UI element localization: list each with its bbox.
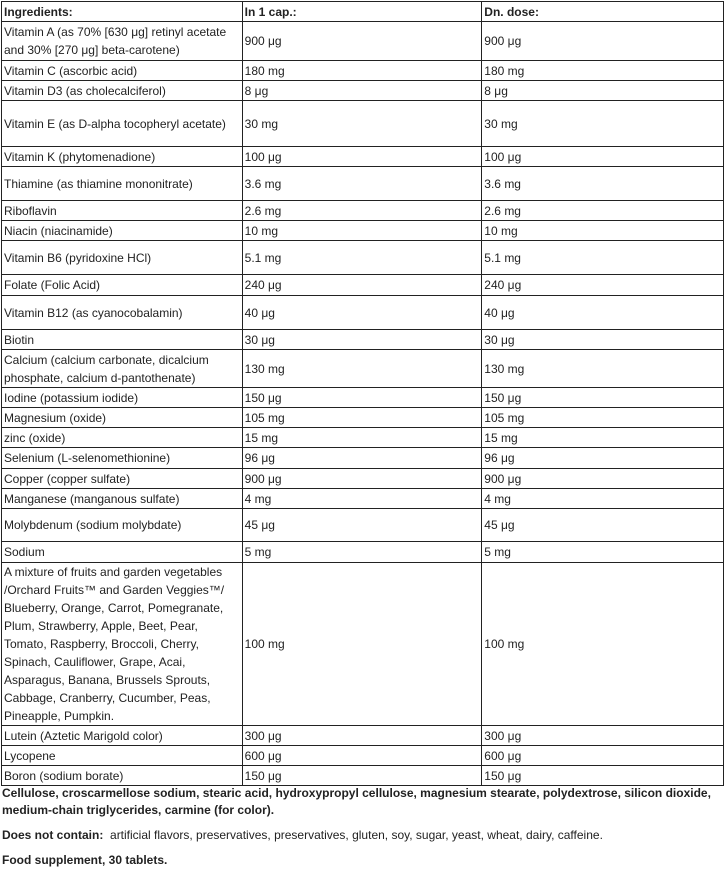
- ingredient-cell: Manganese (manganous sulfate): [2, 489, 243, 509]
- daily-dose-cell: 30 mg: [482, 101, 724, 147]
- per-cap-cell: 10 mg: [242, 221, 482, 241]
- ingredient-cell: Lutein (Aztetic Marigold color): [2, 726, 243, 746]
- header-per-cap: In 1 cap.:: [242, 2, 482, 22]
- daily-dose-cell: 4 mg: [482, 489, 724, 509]
- daily-dose-cell: 240 μg: [482, 275, 724, 296]
- daily-dose-cell: 900 μg: [482, 469, 724, 489]
- table-row: [2, 766, 724, 786]
- table-row: [2, 275, 724, 296]
- table-row: [2, 101, 724, 147]
- per-cap-cell: 8 μg: [242, 81, 482, 101]
- per-cap-cell: 3.6 mg: [242, 167, 482, 201]
- daily-dose-cell: 3.6 mg: [482, 167, 724, 201]
- table-row: [2, 542, 724, 563]
- ingredient-cell: Lycopene: [2, 746, 243, 766]
- per-cap-cell: 40 μg: [242, 296, 482, 330]
- ingredient-cell: zinc (oxide): [2, 428, 243, 448]
- ingredient-cell: Boron (sodium borate): [2, 766, 243, 786]
- per-cap-cell: 5.1 mg: [242, 241, 482, 275]
- table-row: [2, 241, 724, 275]
- per-cap-cell: 900 μg: [242, 22, 482, 61]
- ingredient-cell: Vitamin C (ascorbic acid): [2, 61, 243, 81]
- per-cap-cell: 15 mg: [242, 428, 482, 448]
- ingredient-cell: Vitamin B12 (as cyanocobalamin): [2, 296, 243, 330]
- daily-dose-cell: 100 mg: [482, 563, 724, 726]
- does-not-contain-line: [2, 827, 724, 844]
- ingredient-cell: Vitamin K (phytomenadione): [2, 147, 243, 167]
- daily-dose-cell: 5.1 mg: [482, 241, 724, 275]
- per-cap-cell: 45 μg: [242, 509, 482, 542]
- ingredient-cell: Sodium: [2, 542, 243, 563]
- ingredient-cell: Riboflavin: [2, 201, 243, 221]
- table-row: [2, 726, 724, 746]
- per-cap-cell: 96 μg: [242, 448, 482, 469]
- per-cap-cell: 105 mg: [242, 408, 482, 428]
- per-cap-cell: 300 μg: [242, 726, 482, 746]
- daily-dose-cell: 100 μg: [482, 147, 724, 167]
- table-row: [2, 221, 724, 241]
- daily-dose-cell: 150 μg: [482, 766, 724, 786]
- daily-dose-cell: 96 μg: [482, 448, 724, 469]
- ingredient-cell: Copper (copper sulfate): [2, 469, 243, 489]
- daily-dose-cell: 150 μg: [482, 388, 724, 408]
- ingredient-cell: Folate (Folic Acid): [2, 275, 243, 296]
- ingredient-cell: Niacin (niacinamide): [2, 221, 243, 241]
- ingredient-cell: Thiamine (as thiamine mononitrate): [2, 167, 243, 201]
- ingredient-cell: Biotin: [2, 330, 243, 350]
- ingredient-cell: A mixture of fruits and garden vegetables /Orchard Fruits™ and Garden Veggies™/ Blueberry, Orange, Carrot, Pomegranate, Plum, Strawberry, Apple, Beet, Pear, Tomato, Raspberry, Broccoli, Cherry, Spinach, Cauliflower, Grape, Acai, Asparagus, Banana, Brussels Sprouts, Cabbage, Cranberry, Cucumber, Peas, Pineapple, Pumpkin.: [2, 563, 243, 726]
- does-not-contain-label: Does not contain:: [2, 828, 104, 842]
- table-row: [2, 563, 724, 726]
- table-row: [2, 350, 724, 388]
- table-row: [2, 509, 724, 542]
- table-row: [2, 746, 724, 766]
- table-row: [2, 61, 724, 81]
- per-cap-cell: 30 mg: [242, 101, 482, 147]
- ingredient-cell: Vitamin D3 (as cholecalciferol): [2, 81, 243, 101]
- daily-dose-cell: 40 μg: [482, 296, 724, 330]
- table-row: [2, 388, 724, 408]
- other-ingredients-text: Cellulose, croscarmellose sodium, stearic acid, hydroxypropyl cellulose, magnesium stearate, polydextrose, silicon dioxide, medium-chain triglycerides, carmine (for color).: [2, 786, 711, 817]
- per-cap-cell: 150 μg: [242, 766, 482, 786]
- header-ingredients: Ingredients:: [2, 2, 243, 22]
- per-cap-cell: 240 μg: [242, 275, 482, 296]
- daily-dose-cell: 105 mg: [482, 408, 724, 428]
- table-row: [2, 469, 724, 489]
- per-cap-cell: 600 μg: [242, 746, 482, 766]
- per-cap-cell: 100 μg: [242, 147, 482, 167]
- per-cap-cell: 100 mg: [242, 563, 482, 726]
- ingredient-cell: Molybdenum (sodium molybdate): [2, 509, 243, 542]
- daily-dose-cell: 300 μg: [482, 726, 724, 746]
- does-not-contain-text: artificial flavors, preservatives, preservatives, gluten, soy, sugar, yeast, wheat, dairy, caffeine.: [110, 828, 603, 842]
- daily-dose-cell: 180 mg: [482, 61, 724, 81]
- ingredient-cell: Iodine (potassium iodide): [2, 388, 243, 408]
- daily-dose-cell: 30 μg: [482, 330, 724, 350]
- table-row: [2, 330, 724, 350]
- table-row: [2, 448, 724, 469]
- per-cap-cell: 30 μg: [242, 330, 482, 350]
- table-row: [2, 22, 724, 61]
- table-row: [2, 428, 724, 448]
- per-cap-cell: 4 mg: [242, 489, 482, 509]
- header-daily-dose: Dn. dose:: [482, 2, 724, 22]
- table-row: [2, 296, 724, 330]
- ingredient-cell: Selenium (L-selenomethionine): [2, 448, 243, 469]
- per-cap-cell: 2.6 mg: [242, 201, 482, 221]
- daily-dose-cell: 130 mg: [482, 350, 724, 388]
- daily-dose-cell: 15 mg: [482, 428, 724, 448]
- table-row: [2, 408, 724, 428]
- daily-dose-cell: 45 μg: [482, 509, 724, 542]
- table-row: [2, 201, 724, 221]
- nutrition-table: [1, 1, 724, 786]
- daily-dose-cell: 900 μg: [482, 22, 724, 61]
- table-row: [2, 167, 724, 201]
- table-row: [2, 147, 724, 167]
- ingredient-cell: Vitamin B6 (pyridoxine HCl): [2, 241, 243, 275]
- ingredient-cell: Vitamin A (as 70% [630 μg] retinyl acetate and 30% [270 μg] beta-carotene): [2, 22, 243, 61]
- table-row: [2, 489, 724, 509]
- notes-section: [2, 785, 724, 869]
- ingredient-cell: Vitamin E (as D-alpha tocopheryl acetate): [2, 101, 243, 147]
- per-cap-cell: 5 mg: [242, 542, 482, 563]
- table-row: [2, 81, 724, 101]
- per-cap-cell: 900 μg: [242, 469, 482, 489]
- ingredient-cell: Calcium (calcium carbonate, dicalcium phosphate, calcium d-pantothenate): [2, 350, 243, 388]
- ingredient-cell: Magnesium (oxide): [2, 408, 243, 428]
- table-header-row: [2, 2, 724, 22]
- daily-dose-cell: 10 mg: [482, 221, 724, 241]
- per-cap-cell: 130 mg: [242, 350, 482, 388]
- per-cap-cell: 180 mg: [242, 61, 482, 81]
- supplement-note: Food supplement, 30 tablets.: [2, 853, 168, 867]
- daily-dose-cell: 2.6 mg: [482, 201, 724, 221]
- daily-dose-cell: 600 μg: [482, 746, 724, 766]
- daily-dose-cell: 8 μg: [482, 81, 724, 101]
- per-cap-cell: 150 μg: [242, 388, 482, 408]
- daily-dose-cell: 5 mg: [482, 542, 724, 563]
